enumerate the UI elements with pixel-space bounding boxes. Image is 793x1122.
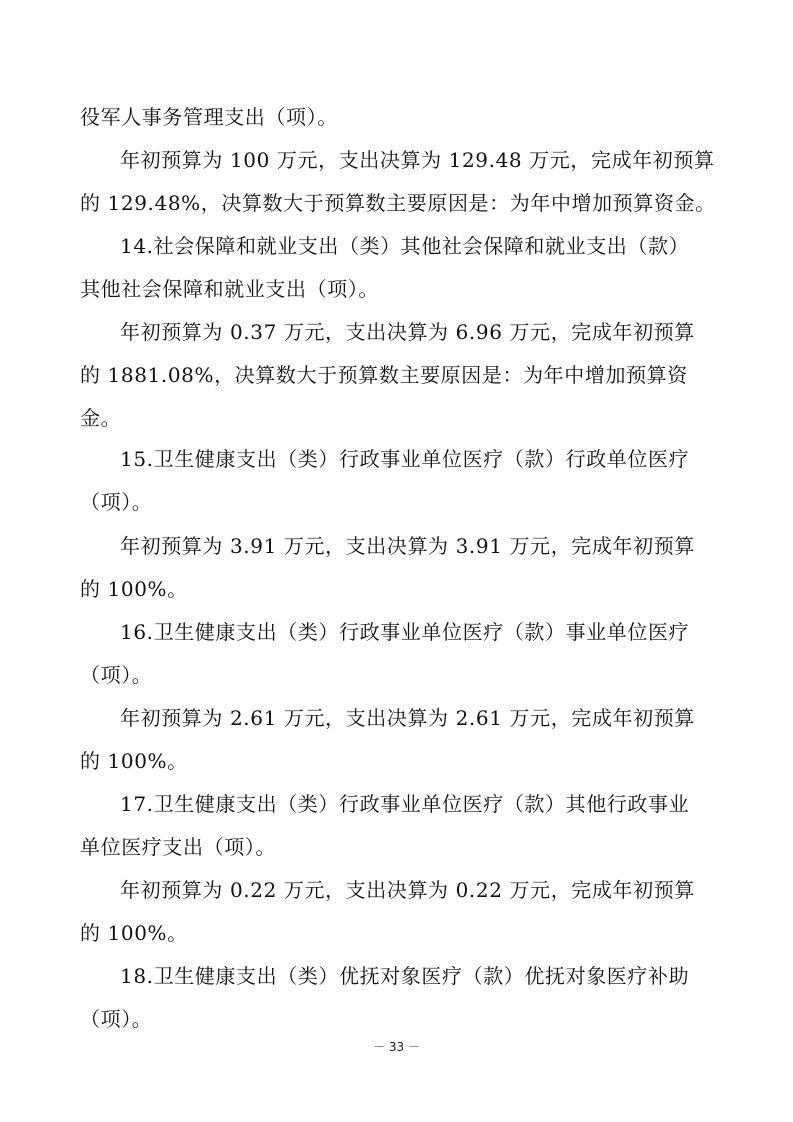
paragraph-line: 16.卫生健康支出（类）行政事业单位医疗（款）事业单位医疗 — [120, 620, 690, 644]
paragraph-line: 其他社会保障和就业支出（项）。 — [80, 277, 379, 302]
paragraph-line: 17.卫生健康支出（类）行政事业单位医疗（款）其他行政事业 — [120, 792, 690, 816]
paragraph-line: （项）。 — [80, 1007, 153, 1032]
paragraph-budget-note-16 — [80, 697, 720, 783]
paragraph-line: 的 100%。 — [80, 577, 188, 602]
paragraph-line: 年初预算为 2.61 万元，支出决算为 2.61 万元，完成年初预算 — [120, 706, 695, 730]
paragraph-item-14 — [80, 225, 720, 311]
paragraph-budget-note-15 — [80, 525, 720, 611]
paragraph-item-17 — [80, 783, 720, 869]
paragraph-line: （项）。 — [80, 490, 153, 515]
page-number: － 33 － — [373, 1040, 420, 1054]
paragraph-line: 的 1881.08%，决算数大于预算数主要原因是：为年中增加预算资 — [80, 363, 688, 388]
paragraph-line: 金。 — [80, 406, 122, 431]
paragraph-continuation — [80, 96, 720, 139]
paragraph-line: （项）。 — [80, 663, 153, 688]
paragraph-item-18 — [80, 955, 720, 1041]
paragraph-line: 的 100%。 — [80, 749, 188, 774]
paragraph-line: 的 100%。 — [80, 921, 188, 946]
paragraph-line: 年初预算为 100 万元，支出决算为 129.48 万元，完成年初预算 — [120, 148, 715, 172]
paragraph-line: 18.卫生健康支出（类）优抚对象医疗（款）优抚对象医疗补助 — [120, 964, 690, 988]
paragraph-line: 14.社会保障和就业支出（类）其他社会保障和就业支出（款） — [120, 234, 690, 258]
paragraph-item-16 — [80, 611, 720, 697]
paragraph-line: 15.卫生健康支出（类）行政事业单位医疗（款）行政单位医疗 — [120, 447, 690, 471]
paragraph-line: 的 129.48%，决算数大于预算数主要原因是：为年中增加预算资金。 — [80, 191, 716, 216]
paragraph-budget-note-14 — [80, 311, 720, 441]
paragraph-item-15 — [80, 438, 720, 524]
paragraph-line: 单位医疗支出（项）。 — [80, 835, 276, 860]
paragraph-line: 年初预算为 3.91 万元，支出决算为 3.91 万元，完成年初预算 — [120, 534, 695, 558]
paragraph-budget-note-17 — [80, 869, 720, 955]
paragraph-line: 年初预算为 0.22 万元，支出决算为 0.22 万元，完成年初预算 — [120, 878, 695, 902]
paragraph-line: 年初预算为 0.37 万元，支出决算为 6.96 万元，完成年初预算 — [120, 320, 695, 344]
paragraph-budget-note-13 — [80, 139, 720, 225]
paragraph-line: 役军人事务管理支出（项）。 — [80, 105, 338, 129]
